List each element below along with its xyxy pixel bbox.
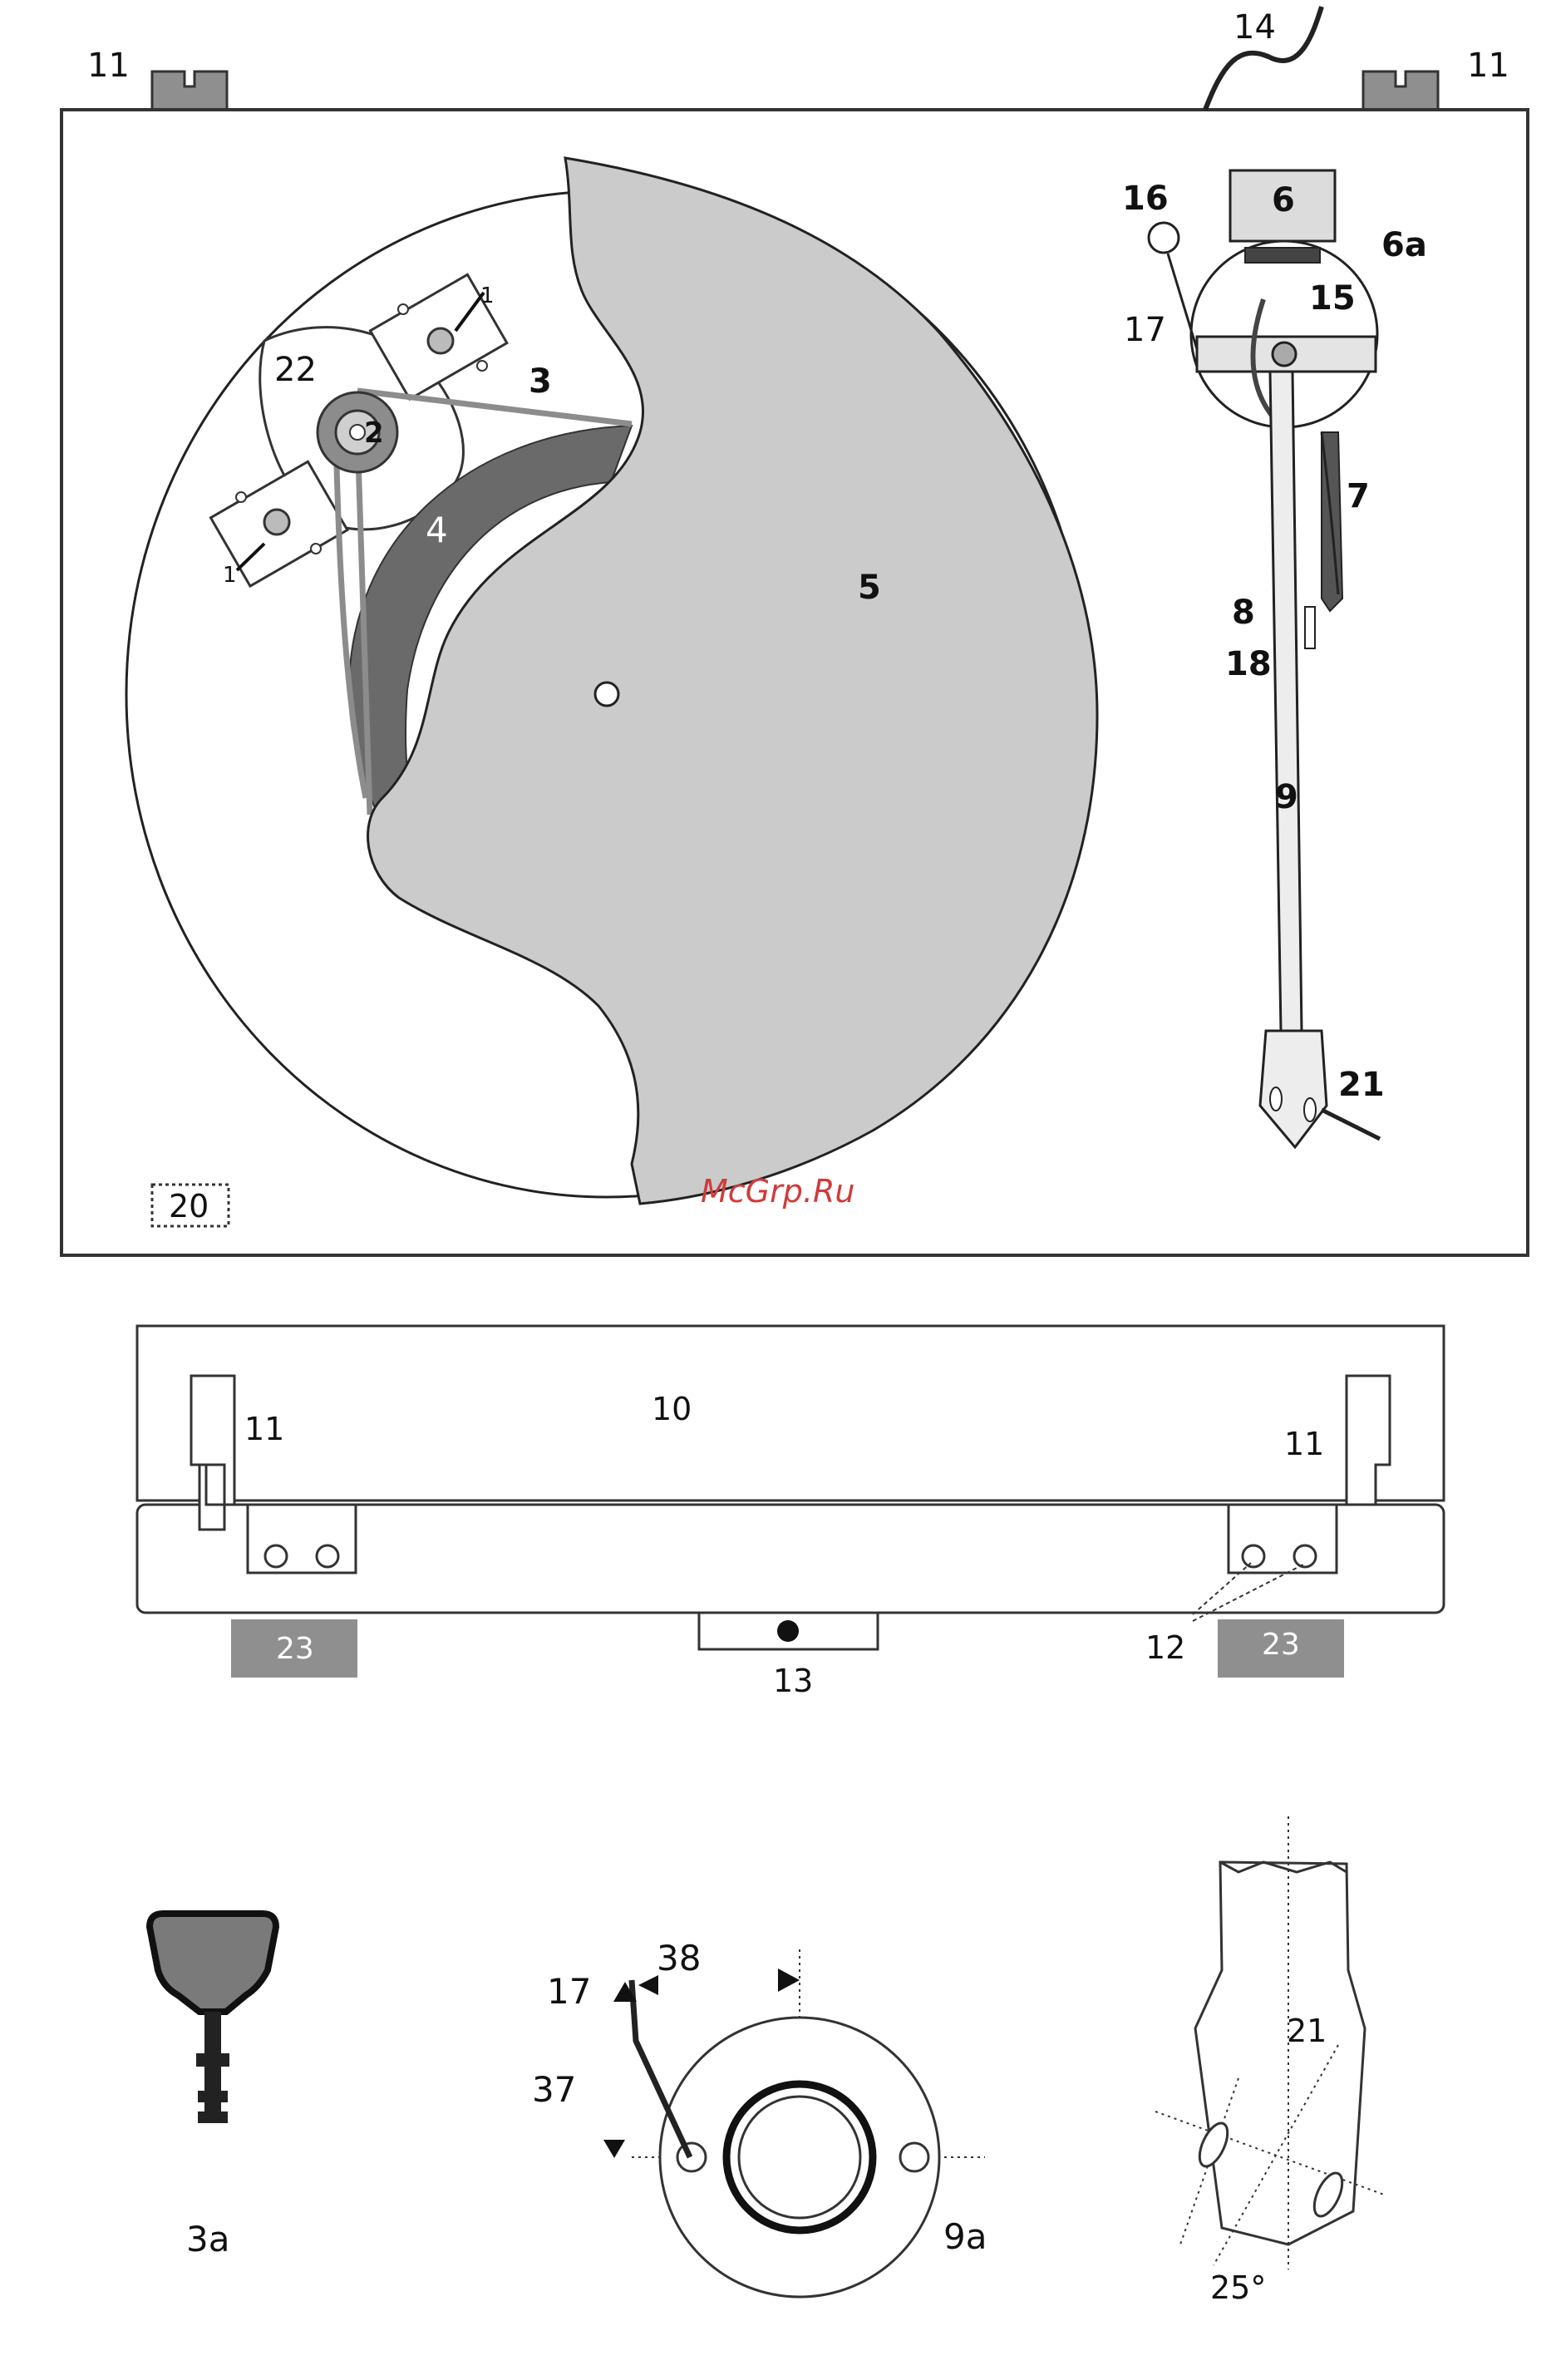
label-20: 20 — [169, 1188, 209, 1224]
label-18: 18 — [1225, 645, 1272, 683]
label-13: 13 — [773, 1663, 814, 1699]
counterweight-ring — [1245, 248, 1320, 263]
label-11-right: 11 — [1467, 47, 1509, 85]
tool-collar-2 — [198, 2091, 228, 2102]
hinge-screw-right-1 — [1243, 1545, 1264, 1567]
label-21-detail: 21 — [1287, 2013, 1327, 2049]
label-11-left-front: 11 — [244, 1411, 285, 1447]
label-5: 5 — [858, 569, 881, 607]
headshell-slot-right — [1304, 1098, 1316, 1121]
label-3: 3 — [529, 362, 552, 401]
tool-handle — [150, 1914, 276, 2012]
label-1-lower: 1 — [223, 563, 237, 588]
bearing-pivot — [1273, 342, 1296, 366]
hinge-screw-left-1 — [265, 1545, 287, 1567]
power-switch-button — [777, 1620, 799, 1642]
label-23-left: 23 — [276, 1632, 314, 1666]
label-11-left: 11 — [87, 47, 130, 85]
label-8: 8 — [1232, 594, 1255, 632]
top-view — [62, 7, 1528, 1255]
label-6a: 6a — [1381, 226, 1427, 264]
front-view — [137, 1326, 1444, 1699]
hinge-plate-left — [248, 1505, 356, 1573]
dust-cover — [137, 1326, 1444, 1500]
armboard-hole-right — [900, 2143, 928, 2171]
label-3a: 3a — [186, 2219, 230, 2259]
label-37: 37 — [532, 2069, 577, 2110]
label-7: 7 — [1347, 477, 1370, 515]
label-23-right: 23 — [1262, 1628, 1300, 1662]
label-6: 6 — [1272, 181, 1295, 219]
label-4: 4 — [426, 510, 448, 550]
label-25-degrees: 25° — [1210, 2269, 1267, 2306]
hinge-clip-left — [152, 71, 227, 110]
headshell-slot-left — [1270, 1087, 1282, 1111]
spindle — [595, 682, 618, 706]
anti-skate-weight — [1149, 223, 1179, 253]
label-21: 21 — [1338, 1066, 1385, 1104]
label-17-detail: 17 — [547, 1971, 592, 2012]
armboard-hole-left — [677, 2143, 706, 2171]
detail-armboard — [532, 1938, 987, 2297]
label-1-upper: 1 — [480, 283, 495, 308]
label-10: 10 — [652, 1391, 692, 1427]
label-15: 15 — [1309, 279, 1356, 318]
watermark: McGrp.Ru — [701, 1173, 855, 1210]
label-16: 16 — [1122, 180, 1169, 218]
label-22: 22 — [274, 351, 317, 389]
hinge-screw-left-2 — [317, 1545, 338, 1567]
pointer-horizontal — [603, 2140, 625, 2158]
label-17: 17 — [1124, 311, 1166, 349]
label-9: 9 — [1275, 778, 1298, 816]
label-12: 12 — [1145, 1629, 1186, 1666]
label-11-right-front: 11 — [1284, 1426, 1325, 1462]
tool-tip — [198, 2111, 228, 2123]
label-14: 14 — [1233, 8, 1276, 47]
arm-rest — [1305, 607, 1315, 648]
hinge-screw-right-2 — [1294, 1545, 1316, 1567]
pointer-38 — [638, 1975, 658, 1995]
armboard-ring-inner — [739, 2097, 860, 2218]
pointer-vertical — [778, 1969, 800, 1992]
hinge-clip-right — [1363, 71, 1438, 110]
tool-collar-1 — [196, 2053, 229, 2067]
detail-headshell — [1155, 1816, 1384, 2306]
detail-tool — [150, 1914, 276, 2259]
label-2: 2 — [364, 416, 384, 450]
motor-pulley-hub — [350, 425, 365, 440]
label-38: 38 — [657, 1938, 702, 1978]
label-9a: 9a — [943, 2216, 987, 2257]
